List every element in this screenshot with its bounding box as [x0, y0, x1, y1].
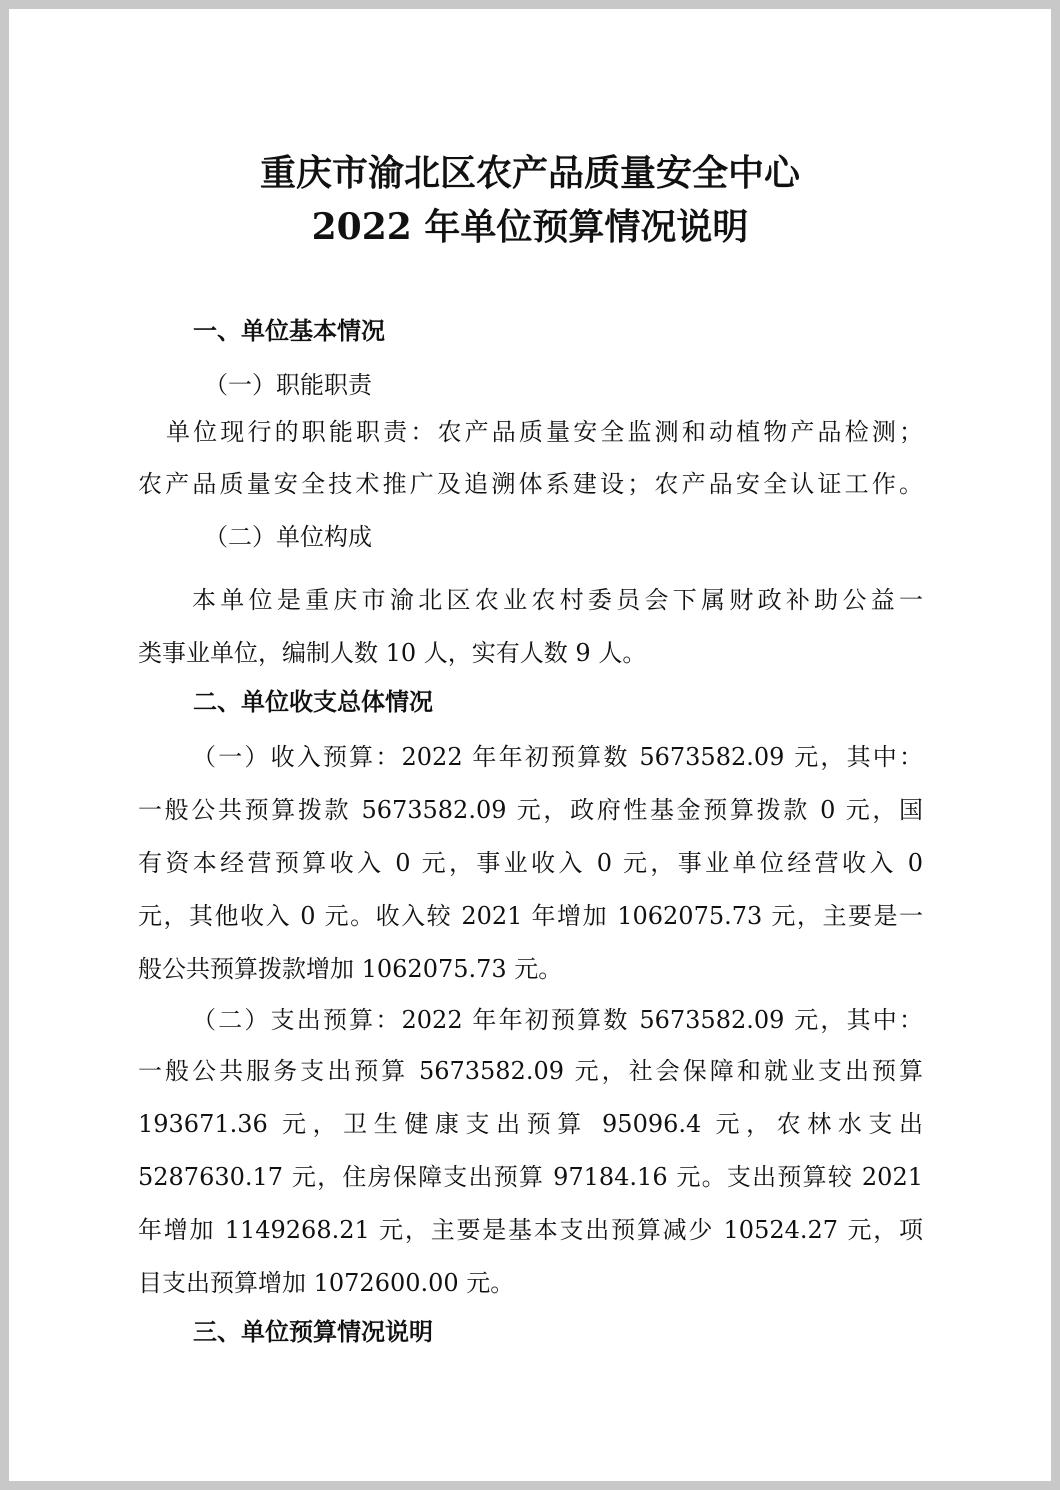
- paragraph-line: 元，其他收入 0 元。收入较 2021 年增加 1062075.73 元，主要是一: [138, 902, 923, 930]
- paragraph-line: 单位现行的职能职责：农产品质量安全监测和动植物产品检测；: [166, 418, 923, 446]
- section-heading-budget-notes: 三、单位预算情况说明: [193, 1318, 433, 1346]
- paragraph-line: 本单位是重庆市渝北区农业农村委员会下属财政补助公益一: [192, 586, 923, 614]
- paragraph-line: （一）收入预算：2022 年年初预算数 5673582.09 元，其中：: [192, 743, 923, 771]
- paragraph-line: 类事业单位，编制人数 10 人，实有人数 9 人。: [138, 639, 647, 667]
- paragraph-line: 一般公共服务支出预算 5673582.09 元，社会保障和就业支出预算: [138, 1057, 923, 1085]
- document-title-line1: 重庆市渝北区农产品质量安全中心: [259, 152, 800, 194]
- section-heading-basic-info: 一、单位基本情况: [193, 317, 385, 345]
- paragraph-line: 目支出预算增加 1072600.00 元。: [138, 1269, 515, 1297]
- paragraph-line: 年增加 1149268.21 元，主要是基本支出预算减少 10524.27 元，项: [138, 1216, 923, 1244]
- document-title-line2: 2022 年单位预算情况说明: [311, 206, 749, 248]
- subsection-heading-duties: （一）职能职责: [204, 371, 372, 399]
- section-heading-overall: 二、单位收支总体情况: [193, 688, 433, 716]
- paragraph-line: 193671.36 元，卫生健康支出预算 95096.4 元，农林水支出: [138, 1110, 923, 1138]
- paragraph-line: 5287630.17 元，住房保障支出预算 97184.16 元。支出预算较 2021: [138, 1163, 923, 1191]
- paragraph-line: 农产品质量安全技术推广及追溯体系建设；农产品安全认证工作。: [138, 470, 923, 498]
- paragraph-line: 般公共预算拨款增加 1062075.73 元。: [138, 955, 563, 983]
- paragraph-line: 一般公共预算拨款 5673582.09 元，政府性基金预算拨款 0 元，国: [138, 796, 923, 824]
- document-page: [9, 9, 1051, 1481]
- subsection-heading-composition: （二）单位构成: [204, 523, 372, 551]
- paragraph-line: 有资本经营预算收入 0 元，事业收入 0 元，事业单位经营收入 0: [138, 849, 923, 877]
- paragraph-line: （二）支出预算：2022 年年初预算数 5673582.09 元，其中：: [192, 1006, 923, 1034]
